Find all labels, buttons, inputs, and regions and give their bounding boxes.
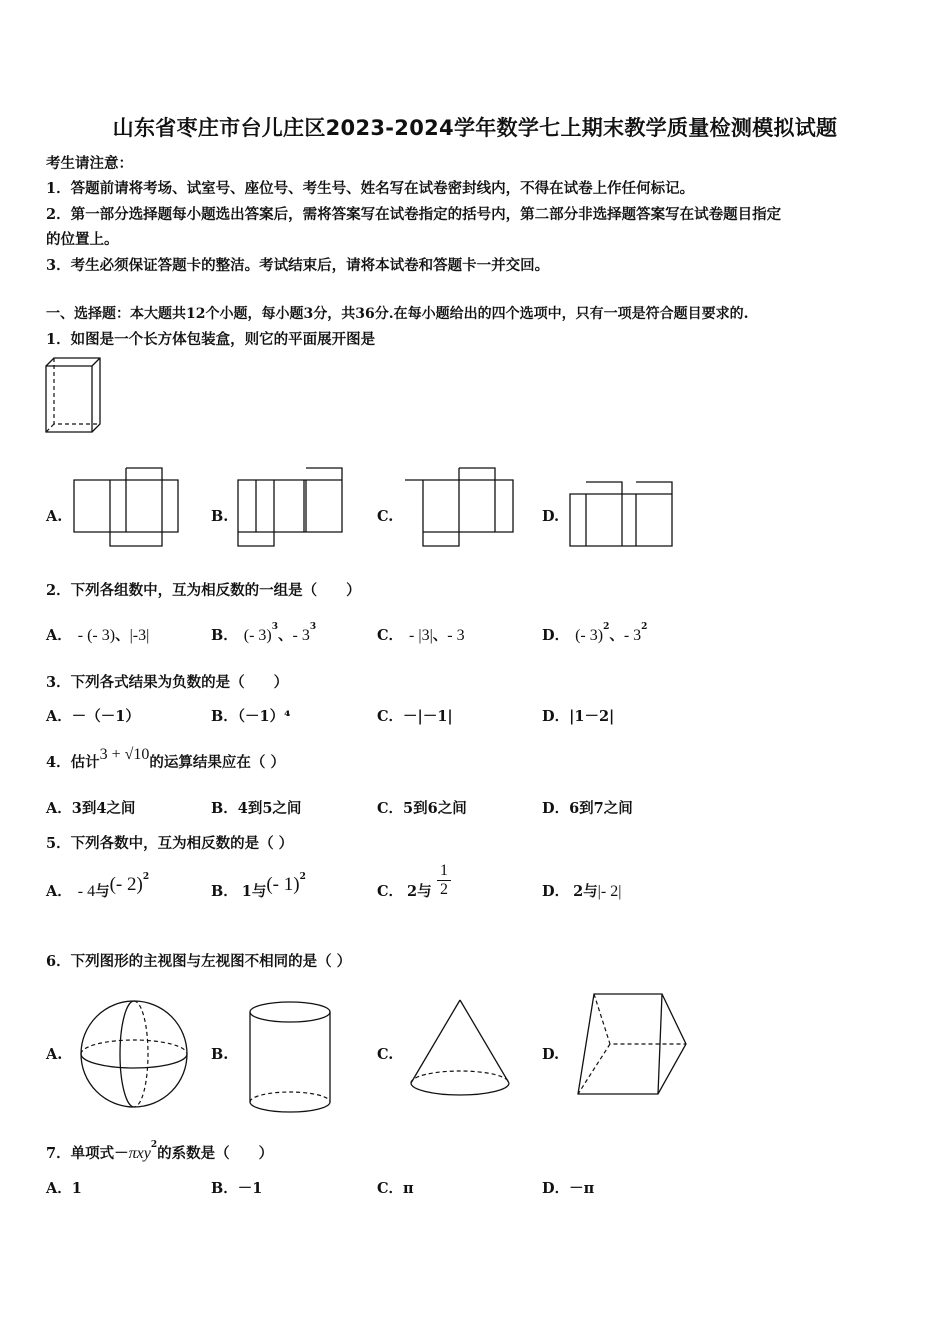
q6-option-a-label: A. [46, 1046, 63, 1063]
q2-option-b: B． (- 3)$^3$、- $3^3$ [211, 622, 317, 644]
q3-option-a: A．－（－1） [46, 708, 140, 725]
page-title: 山东省枣庄市台儿庄区2023-2024学年数学七上期末教学质量检测模拟试题 [112, 116, 838, 140]
q5-option-c: C． 2与 [377, 883, 432, 900]
q5-option-a: A． - 4与(- 2)$^2$ [46, 872, 150, 900]
q7-stem: 7．单项式－πxy$^2$的系数是（ ） [46, 1140, 274, 1162]
q4-option-a: A．3到4之间 [46, 800, 136, 817]
q3-option-c: C．－|－1| [377, 708, 453, 725]
q2-option-d: D． (- 3)$^2$、- $3^2$ [542, 622, 648, 644]
q1-net-c [403, 466, 517, 548]
notice-item-2: 2．第一部分选择题每小题选出答案后，需将答案写在试卷指定的括号内，第二部分非选择题答案写在试卷题目指定 [46, 206, 782, 223]
q3-option-b: B．（－1）⁴ [211, 708, 291, 725]
section-heading: 一、选择题：本大题共12个小题，每小题3分，共36分.在每小题给出的四个选项中，只有一项是符合题目要求的. [46, 306, 749, 322]
q7-option-c: C．π [377, 1180, 414, 1197]
q1-net-d [568, 480, 676, 550]
q3-option-d: D．|1－2| [542, 708, 615, 725]
q6-stem: 6．下列图形的主视图与左视图不相同的是（ ） [46, 953, 352, 970]
q1-option-a-label: A. [46, 508, 63, 525]
notice-item-3: 3．考生必须保证答题卡的整洁。考试结束后，请将本试卷和答题卡一并交回。 [46, 257, 550, 274]
q5-option-d: D． 2与|- 2| [542, 883, 622, 900]
q4-stem: 4．估计3 + √10的运算结果应在（ ） [46, 746, 285, 771]
q6-cylinder-figure [248, 1000, 334, 1116]
q1-box-figure [44, 356, 104, 436]
q4-option-d: D．6到7之间 [542, 800, 633, 817]
notice-item-2-cont: 的位置上。 [46, 231, 119, 248]
q2-option-c: C． - |3|、- 3 [377, 627, 465, 644]
q6-option-b-label: B. [211, 1046, 229, 1063]
q6-option-c-label: C. [377, 1046, 394, 1063]
q1-option-c-label: C. [377, 508, 394, 525]
notice-heading: 考生请注意： [46, 155, 133, 172]
q5-stem: 5．下列各数中，互为相反数的是（ ） [46, 835, 294, 852]
notice-item-1: 1．答题前请将考场、试室号、座位号、考生号、姓名写在试卷密封线内，不得在试卷上作任何标记。 [46, 180, 695, 197]
q1-option-b-label: B. [211, 508, 229, 525]
q2-stem: 2．下列各组数中，互为相反数的一组是（ ） [46, 582, 361, 599]
q2-option-a: A． - (- 3)、|-3| [46, 627, 150, 644]
q4-option-c: C．5到6之间 [377, 800, 467, 817]
q7-option-d: D．－π [542, 1180, 595, 1197]
q5-fraction: 1 2 [437, 862, 451, 899]
q7-option-a: A．1 [46, 1180, 82, 1197]
q3-stem: 3．下列各式结果为负数的是（ ） [46, 674, 289, 691]
q6-option-d-label: D. [542, 1046, 560, 1063]
q1-stem: 1．如图是一个长方体包装盒，则它的平面展开图是 [46, 331, 376, 348]
q1-net-b [236, 466, 346, 548]
q7-option-b: B．－1 [211, 1180, 263, 1197]
q6-prism-figure [574, 990, 692, 1100]
q1-net-a [72, 466, 182, 548]
q5-option-b: B． 1与(- 1)$^2$ [211, 872, 306, 900]
q4-option-b: B．4到5之间 [211, 800, 302, 817]
q6-sphere-figure [78, 997, 190, 1111]
q6-cone-figure [408, 997, 514, 1103]
q1-option-d-label: D. [542, 508, 560, 525]
